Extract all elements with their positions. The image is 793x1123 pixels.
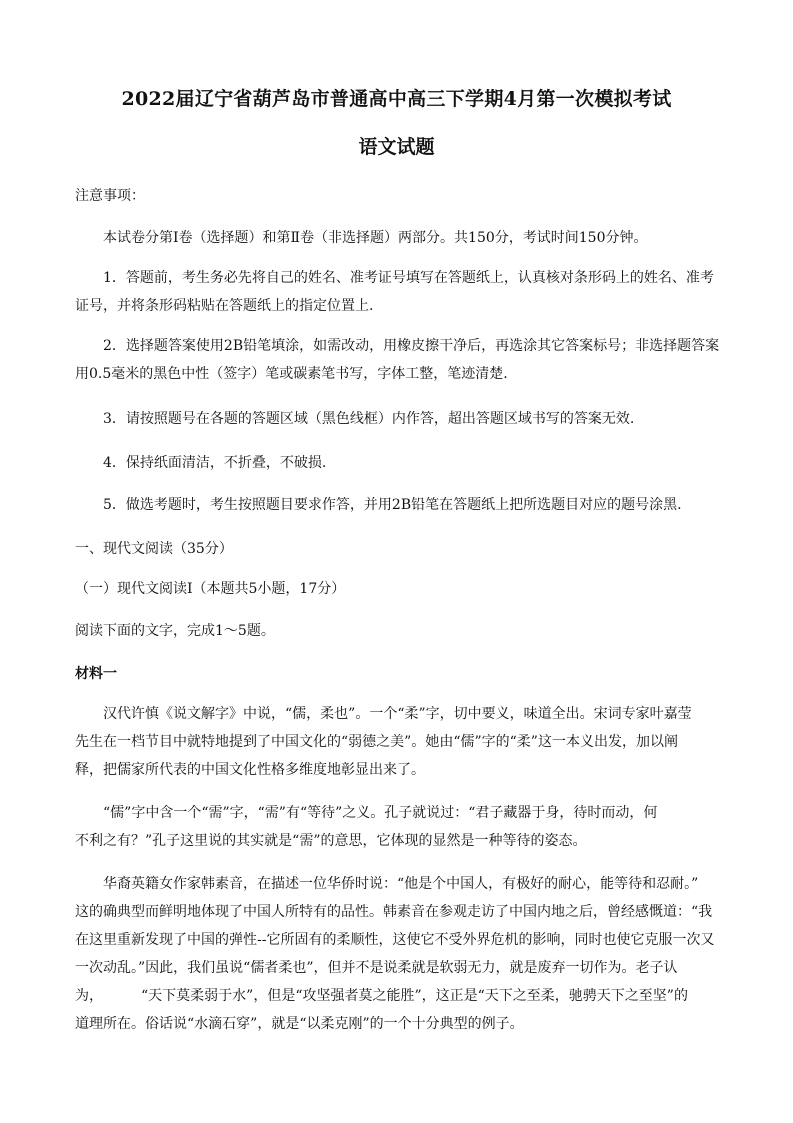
- passage-p3-line-5-start: 为，: [75, 988, 103, 1004]
- notice-item-2-line-2: 用0.5毫米的黑色中性（签字）笔或碳素笔书写，字体工整，笔迹清楚.: [75, 366, 508, 382]
- passage-p1-line-1: 汉代许慎《说文解字》中说，“儒，柔也”。一个“柔”字，切中要义，味道全出。宋词专家叶嘉莹: [103, 706, 692, 722]
- passage-p2-line-1: “儒”字中含一个“需”字，“需”有“等待”之义。孔子就说过：“君子藏器于身，待时而动，何: [103, 805, 658, 821]
- passage-p3-line-5: [75, 982, 720, 1010]
- passage-p3-line-4: 一次动乱。”因此，我们虽说“儒者柔也”，但并不是说柔就是软弱无力，就是废弃一切作为。老子认: [75, 960, 678, 976]
- notice-heading: 注意事项：: [75, 188, 145, 204]
- passage-paragraph-1: [75, 700, 720, 784]
- notice-item-2: [75, 332, 720, 388]
- reading-instruction: 阅读下面的文字，完成1～5题。: [75, 623, 275, 639]
- passage-paragraph-2: [75, 799, 720, 855]
- notice-intro: 本试卷分第Ⅰ卷（选择题）和第Ⅱ卷（非选择题）两部分。共150分，考试时间150分钟。: [103, 230, 648, 246]
- notice-item-4: 4．保持纸面清洁，不折叠，不破损.: [103, 455, 327, 471]
- subsection-heading: （一）现代文阅读Ⅰ（本题共5小题，17分）: [75, 581, 346, 597]
- passage-p3-line-3: 在这里重新发现了中国的弹性--它所固有的柔顺性，这使它不受外界危机的影响，同时也使它克服一次又: [75, 932, 715, 948]
- section-heading: 一、现代文阅读（35分）: [75, 541, 233, 557]
- passage-p1-line-3: 释，把儒家所代表的中国文化性格多维度地彰显出来了。: [75, 762, 425, 778]
- notice-item-1-line-2: 证号，并将条形码粘贴在答题纸上的指定位置上.: [75, 298, 374, 314]
- passage-p3-line-5-rest: “天下莫柔弱于水”，但是“攻坚强者莫之能胜”，这正是“天下之至柔，驰骋天下之至坚”的: [141, 988, 688, 1004]
- notice-item-2-line-1: 2．选择题答案使用2B铅笔填涂，如需改动，用橡皮擦干净后，再选涂其它答案标号；非选择题答案: [103, 338, 720, 354]
- notice-item-3: 3．请按照题号在各题的答题区域（黑色线框）内作答，超出答题区域书写的答案无效.: [103, 411, 635, 427]
- material-label: 材料一: [75, 666, 117, 682]
- passage-p3-line-6: 道理所在。俗话说“水滴石穿”，就是“以柔克刚”的一个十分典型的例子。: [75, 1016, 524, 1032]
- exam-title: 2022届辽宁省葫芦岛市普通高中高三下学期4月第一次模拟考试: [121, 88, 672, 110]
- exam-subtitle: 语文试题: [358, 136, 435, 158]
- passage-p2-line-2: 不利之有？”孔子这里说的其实就是“需”的意思，它体现的显然是一种等待的姿态。: [75, 833, 587, 849]
- notice-item-1: [75, 264, 720, 320]
- passage-p3-line-2: 这的确典型而鲜明地体现了中国人所特有的品性。韩素音在参观走访了中国内地之后，曾经感慨道：“我: [75, 904, 713, 920]
- notice-item-5: 5．做选考题时，考生按照题目要求作答，并用2B铅笔在答题纸上把所选题目对应的题号涂黑.: [103, 497, 682, 513]
- passage-p3-line-1: 华裔英籍女作家韩素音，在描述一位华侨时说：“他是个中国人，有极好的耐心，能等待和忍耐。”: [103, 876, 699, 892]
- passage-p1-line-2: 先生在一档节目中就特地提到了中国文化的“弱德之美”。她由“儒”字的“柔”这一本义出发，加以阐: [75, 734, 678, 750]
- notice-item-1-line-1: 1．答题前，考生务必先将自己的姓名、准考证号填写在答题纸上，认真核对条形码上的姓名、准考: [103, 270, 714, 286]
- passage-paragraph-3: [75, 870, 720, 1038]
